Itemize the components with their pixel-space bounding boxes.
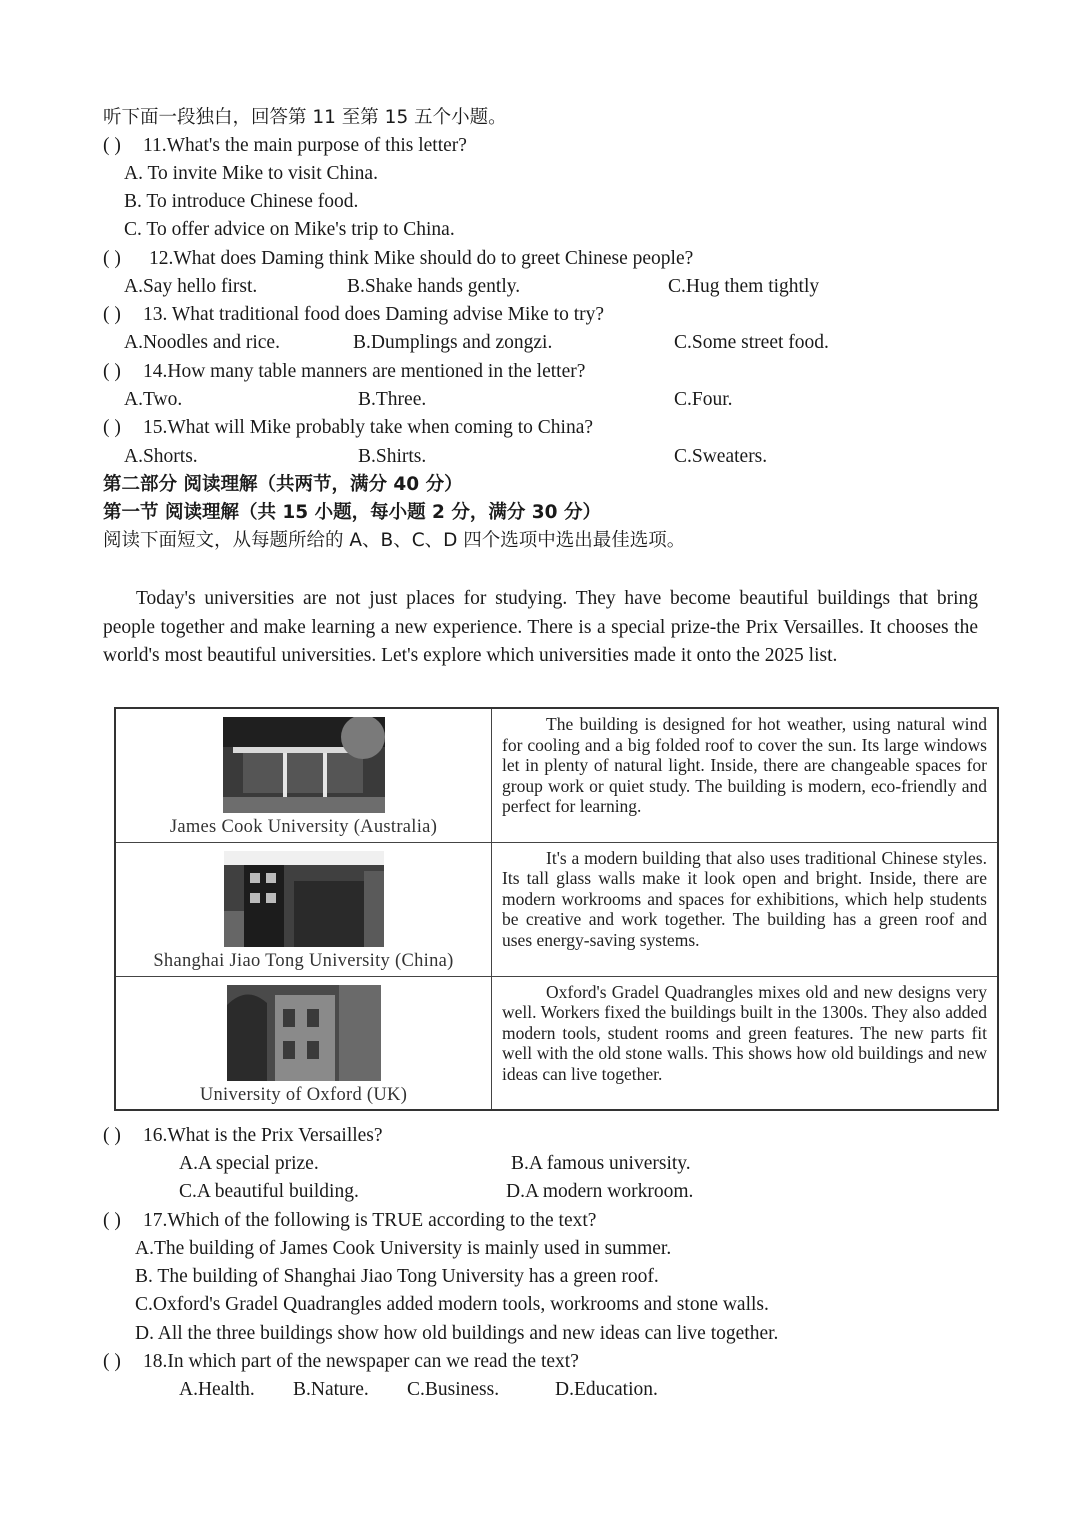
option: B.Dumplings and zongzi. [353,332,553,353]
option: A.The building of James Cook University is mainly used in summer. [135,1238,672,1259]
answer-blank[interactable]: ( ) [103,1351,121,1372]
question-17 [103,1207,596,1235]
table-row [115,708,998,842]
reading-instruction: 阅读下面短文，从每题所给的 A、B、C、D 四个选项中选出最佳选项。 [103,530,686,551]
university-caption: Shanghai Jiao Tong University (China) [153,950,454,971]
option: D.A modern workroom. [506,1181,694,1202]
option: A.Say hello first. [124,276,258,297]
option: C.Some street food. [674,332,829,353]
answer-blank[interactable]: ( ) [103,417,121,438]
option: B.Three. [358,389,427,410]
question-12 [103,245,693,273]
option: A.A special prize. [179,1153,319,1174]
option: C.Hug them tightly [668,276,820,297]
table-row [115,976,998,1110]
question-text: 18.In which part of the newspaper can we read the text? [143,1351,579,1372]
university-cell [115,976,492,1110]
question-15 [103,414,593,442]
question-13 [103,301,604,329]
question-18 [103,1348,579,1376]
building-photo-icon [227,985,381,1081]
table-row [115,842,998,976]
listening-intro: 听下面一段独白，回答第 11 至第 15 五个小题。 [103,107,507,128]
question-text: 13. What traditional food does Daming advise Mike to try? [143,304,605,325]
option: B.Shirts. [358,446,427,467]
question-14 [103,358,585,386]
section1-heading: 第一节 阅读理解（共 15 小题，每小题 2 分，满分 30 分） [103,502,601,523]
question-text: 17.Which of the following is TRUE according to the text? [143,1210,597,1231]
option: C. To offer advice on Mike's trip to China. [124,219,455,240]
option: A. To invite Mike to visit China. [124,163,378,184]
option: C.Sweaters. [674,446,768,467]
option: C.Oxford's Gradel Quadrangles added modern tools, workrooms and stone walls. [135,1294,769,1315]
question-text: 11.What's the main purpose of this letter? [143,135,467,156]
option: B. To introduce Chinese food. [124,191,359,212]
option: C.Business. [407,1379,500,1400]
answer-blank[interactable]: ( ) [103,1210,121,1231]
option: C.Four. [674,389,733,410]
option: A.Two. [124,389,183,410]
option: C.A beautiful building. [179,1181,359,1202]
option: A.Health. [179,1379,255,1400]
answer-blank[interactable]: ( ) [103,304,121,325]
university-description: It's a modern building that also uses traditional Chinese styles. Its tall glass walls make it look open and bright. Inside, there are modern workrooms and spaces for exhibitions, which help students be creative and work together. The building has a green roof and uses energy-saving systems. [492,842,999,976]
answer-blank[interactable]: ( ) [103,135,121,156]
question-text: 15.What will Mike probably take when coming to China? [143,417,594,438]
university-caption: James Cook University (Australia) [169,817,438,837]
building-photo-icon [224,851,384,947]
answer-blank[interactable]: ( ) [103,361,121,382]
option: D. All the three buildings show how old buildings and new ideas can live together. [135,1323,779,1344]
question-11 [103,132,467,160]
option: B.Nature. [293,1379,369,1400]
question-16 [103,1122,383,1150]
university-cell [115,842,492,976]
question-text: 14.How many table manners are mentioned in the letter? [143,361,586,382]
university-caption: University of Oxford (UK) [199,1084,408,1105]
option: A.Noodles and rice. [124,332,280,353]
question-text: 16.What is the Prix Versailles? [143,1125,383,1146]
answer-blank[interactable]: ( ) [103,248,121,269]
part2-heading: 第二部分 阅读理解（共两节，满分 40 分） [103,474,463,495]
university-table [114,707,999,1111]
question-text: 12.What does Daming think Mike should do to greet Chinese people? [149,248,694,269]
university-cell [115,708,492,842]
university-description: The building is designed for hot weather, using natural wind for cooling and a big folded roof to cover the sun. Its large windows let in plenty of natural light. Inside, there are changeable spaces for group work or quiet study. The building is modern, eco-friendly and perfect for learning. [492,708,999,842]
option: B. The building of Shanghai Jiao Tong University has a green roof. [135,1266,659,1287]
option: B.A famous university. [511,1153,691,1174]
building-photo-icon [223,717,385,813]
option: D.Education. [555,1379,658,1400]
option: A.Shorts. [124,446,198,467]
option: B.Shake hands gently. [347,276,521,297]
passage: Today's universities are not just places for studying. They have become beautiful buildings that bring people together and make learning a new experience. There is a special prize-the Prix Versailles. It chooses the world's most beautiful universities. Let's explore which universities made it onto the 2025 list. [103,588,978,666]
answer-blank[interactable]: ( ) [103,1125,121,1146]
university-description: Oxford's Gradel Quadrangles mixes old and new designs very well. Workers fixed the buildings built in the 1300s. They also added modern tools, student rooms and green features. The new parts fit well with the old stone walls. This shows how old buildings and new ideas can live together. [492,976,999,1110]
